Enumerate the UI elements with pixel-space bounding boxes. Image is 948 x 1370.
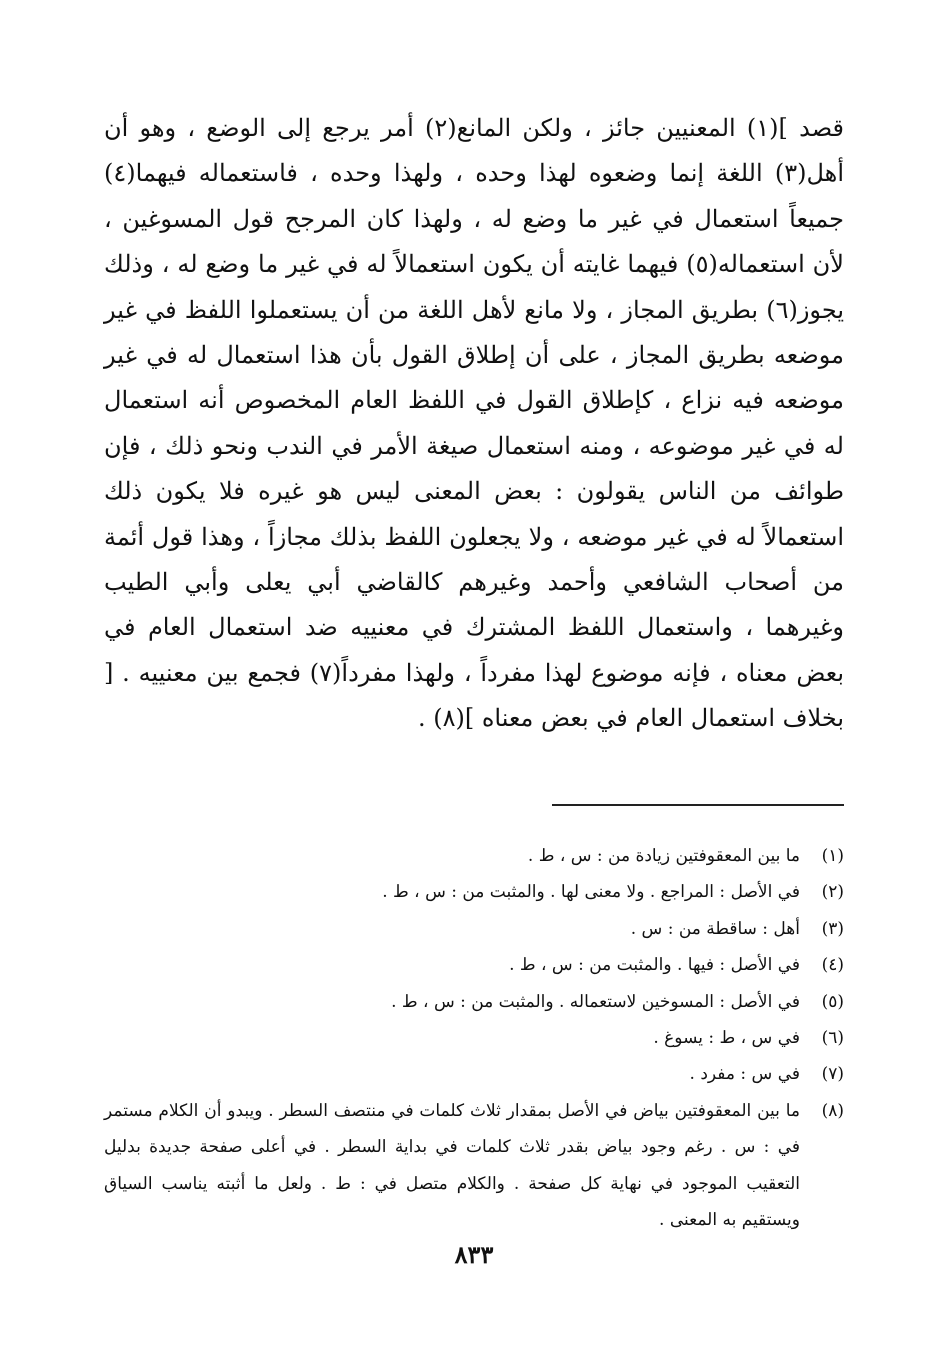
footnote-1 (104, 838, 844, 874)
footnote-number: (٥) (821, 991, 844, 1012)
footnote-7 (104, 1056, 844, 1092)
footnote-text: في س : مفرد . (689, 1064, 800, 1085)
footnote-number: (٨) (821, 1100, 844, 1121)
footnotes-list (104, 838, 844, 1238)
footnote-text: ما بين المعقوفتين بياض في الأصل بمقدار ثلاث كلمات في منتصف السطر . ويبدو أن الكلام مستمر في : س . رغم وجود بياض بقدر ثلاث كلمات في بداية السطر . في أعلى صفحة جديدة بدليل التعقيب الموجود في نهاية كل صفحة . والكلام متصل في : ط . ولعل ما أثبته يناسب السياق ويستقيم به المعنى . (104, 1100, 800, 1231)
footnote-number: (٤) (821, 955, 844, 976)
page-number: ٨٣٣ (454, 1240, 494, 1269)
footnote-2 (104, 874, 844, 910)
footnote-number: (٦) (821, 1028, 844, 1049)
footnote-number: (٧) (821, 1064, 844, 1085)
footnote-number: (٢) (821, 882, 844, 903)
footnote-5 (104, 984, 844, 1020)
footnote-8 (104, 1093, 844, 1239)
footnote-text: في الأصل : المسوخين لاستعماله . والمثبت من : س ، ط . (391, 991, 800, 1012)
main-paragraph: قصد ](١) المعنيين جائز ، ولكن المانع(٢) أمر يرجع إلى الوضع ، وهو أن أهل(٣) اللغة إنما وضعوه لهذا وحده ، ولهذا وحده ، فاستعماله فيهما(٤) جميعاً استعمال في غير ما وضع له ، ولهذا كان المرجح قول المسوغين ، لأن استعماله(٥) فيهما غايته أن يكون استعمالاً له في غير ما وضع له ، وذلك يجوز(٦) بطريق المجاز ، ولا مانع لأهل اللغة من أن يستعملوا اللفظ في غير موضعه بطريق المجاز ، على أن إطلاق القول بأن هذا استعمال له في غير موضعه فيه نزاع ، كإطلاق القول في اللفظ العام المخصوص أنه استعمال له في غير موضوعه ، ومنه استعمال صيغة الأمر في الندب ونحو ذلك ، فإن طوائف من الناس يقولون : بعض المعنى ليس هو غيره فلا يكون ذلك استعمالاً له في غير موضعه ، ولا يجعلون اللفظ بذلك مجازاً ، وهذا قول أئمة من أصحاب الشافعي وأحمد وغيرهم كالقاضي أبي يعلى وأبي الطيب وغيرهما ، واستعمال اللفظ المشترك في معنييه ضد استعمال العام في بعض معناه ، فإنه موضوع لهذا مفرداً ، ولهذا مفرداً(٧) فجمع بين معنييه . [ بخلاف استعمال العام في بعض معناه ](٨) . (104, 114, 844, 733)
footnote-text: في الأصل : فيها . والمثبت من : س ، ط . (509, 955, 800, 976)
footnote-3 (104, 911, 844, 947)
footnote-6 (104, 1020, 844, 1056)
main-text-block (104, 106, 844, 742)
footnote-number: (١) (821, 846, 844, 866)
footnote-text: في س ، ط : يسوغ . (653, 1028, 800, 1049)
footnote-text: أهل : ساقطة من : س . (630, 918, 800, 939)
footnote-4 (104, 947, 844, 983)
footnote-text: ما بين المعقوفتين زيادة من : س ، ط . (527, 846, 800, 866)
footnote-divider (552, 804, 844, 806)
footnote-number: (٣) (821, 918, 844, 939)
footnote-text: في الأصل : المراجع . ولا معنى لها . والمثبت من : س ، ط . (382, 882, 800, 903)
